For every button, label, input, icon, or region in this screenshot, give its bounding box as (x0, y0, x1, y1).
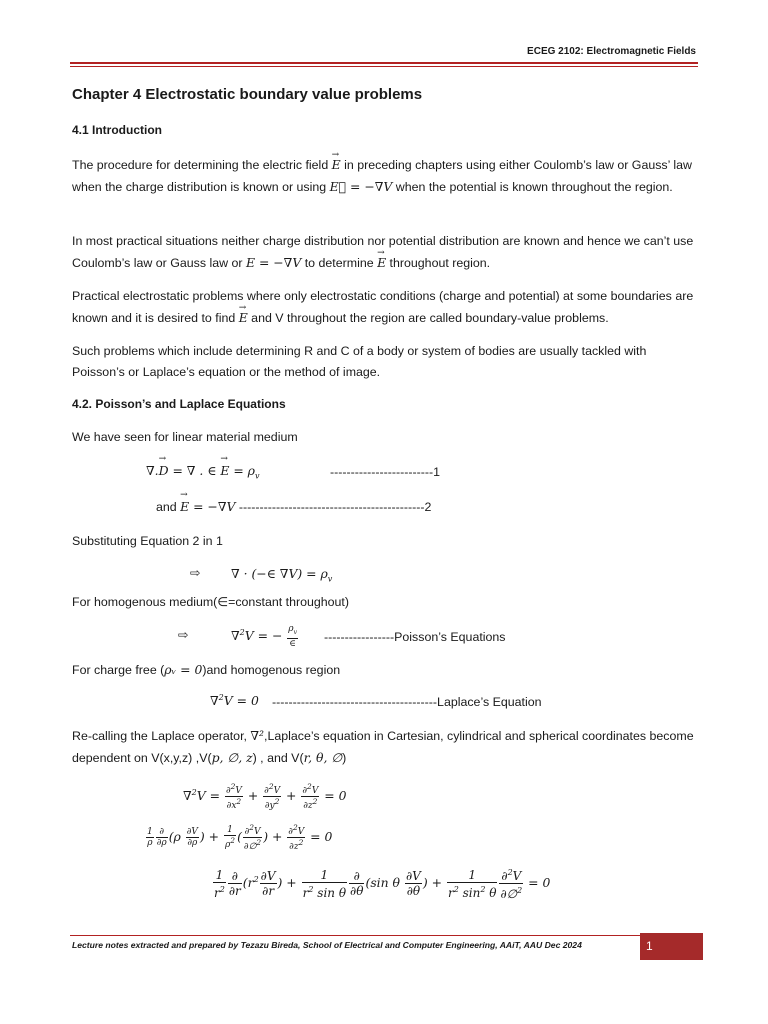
recall-paragraph: Re-calling the Laplace operator, ∇²,Laplace’s equation in Cartesian, cylindrical and spherical coordinates become dependent on V(x,y,z) ,V(p, ∅, z) , and V(r, θ, ∅) (72, 728, 694, 765)
header-rule-thin (70, 66, 698, 67)
equation-divergence: ∇ · (−∈ $\nabla V) = \rho_v$ (231, 566, 333, 584)
chapter-title: Chapter 4 Electrostatic boundary value problems (72, 86, 423, 103)
header-rule (70, 62, 698, 64)
medium-intro: We have seen for linear material medium (72, 430, 298, 444)
footer-note: Lecture notes extracted and prepared by Tezazu Bireda, School of Electrical and Computer Engineering, AAiT, AAU Dec 2024 (72, 940, 582, 950)
laplace-cylindrical: $\frac{1}{\rho}$ $\frac{\partial}{\partial\rho}$ (ρ $\frac{\partial V}{\partial\rho}$ ) + $\frac{1}{\rho^2}$ ( $\frac{\partial^2V}{\partial\emptyset^2}$ ) + $\frac{\partial^2V}{\partial z^2}$ = 0 (147, 823, 333, 852)
course-header: ECEG 2102: Electromagnetic Fields (527, 46, 696, 57)
section-heading-intro: 4.1 Introduction (72, 123, 162, 137)
laplace-spherical: $\frac{1}{r^2}$ $\frac{\partial}{\partial r}$ ($r^2$ $\frac{\partial V}{\partial r}$ ) + $\frac{1}{r^2 \sin \theta}$ $\frac{\partial}{\partial\theta}$ (sin θ $\frac{\partial V}{\partial\theta}$ ) + $\frac{1}{r^2 \sin^2 \theta}$ $\frac{\partial^2V}{\partial\emptyset^2}$ = 0 (214, 867, 551, 901)
paragraph-intro-2: In most practical situations neither charge distribution nor potential distribution are known and hence we can’t use Coulomb’s law or Gauss law or E = −∇V to determine → E throughout region. (72, 231, 702, 274)
e-grad-v: E⃗ = −∇V (329, 179, 393, 194)
charge-free-text: For charge free (ρᵥ = 0)and homogenous region (72, 662, 341, 677)
paragraph-intro-3: Practical electrostatic problems where only electrostatic conditions (charge and potential) at some boundaries are known and it is desired to find → E and V throughout the region are called boundary-value problems. (72, 286, 702, 329)
homogenous-text: For homogenous medium(∈=constant throughout) (72, 595, 349, 609)
implies-arrow: ⇨ (190, 566, 201, 580)
poisson-equation: ∇$^2$V = − $\frac{\rho_v}{\in}$ (231, 624, 297, 649)
page-number: 1 (640, 933, 703, 960)
e-grad-v-scalar: E = −∇V (246, 255, 302, 270)
section-heading-poisson: 4.2. Poisson’s and Laplace Equations (72, 397, 286, 411)
laplace-equation: ∇$^2$V = 0 (210, 693, 259, 709)
equation-1: ∇.→ D = ∇ . ∈ → $E = \rho_v$ (146, 463, 260, 480)
equation-2: and → E = −∇V ---------------------------------------------2 (156, 499, 431, 514)
poisson-label: -----------------Poisson’s Equations (324, 630, 506, 644)
substituting-text: Substituting Equation 2 in 1 (72, 534, 223, 548)
paragraph-intro-4: Such problems which include determining R and C of a body or system of bodies are usually tackled with Poisson’s or Laplace’s equation or the method of image. (72, 344, 647, 379)
e-vector: → E (332, 154, 341, 175)
implies-arrow-2: ⇨ (178, 628, 189, 642)
footer-rule (70, 935, 640, 936)
paragraph-intro-1: The procedure for determining the electric field → E in preceding chapters using either Coulomb’s law or Gauss’ law when the charge distribution is known or using E⃗ = −∇V when the potential is known throughout the region. (72, 154, 702, 198)
laplace-cartesian: ∇$^2$V = $\frac{\partial^2V}{\partial x^2}$ + $\frac{\partial^2V}{\partial y^2}$ + $\frac{\partial^2V}{\partial z^2}$ = 0 (183, 782, 347, 811)
laplace-label: ----------------------------------------Laplace’s Equation (272, 695, 542, 709)
equation-1-label: -------------------------1 (330, 465, 441, 479)
